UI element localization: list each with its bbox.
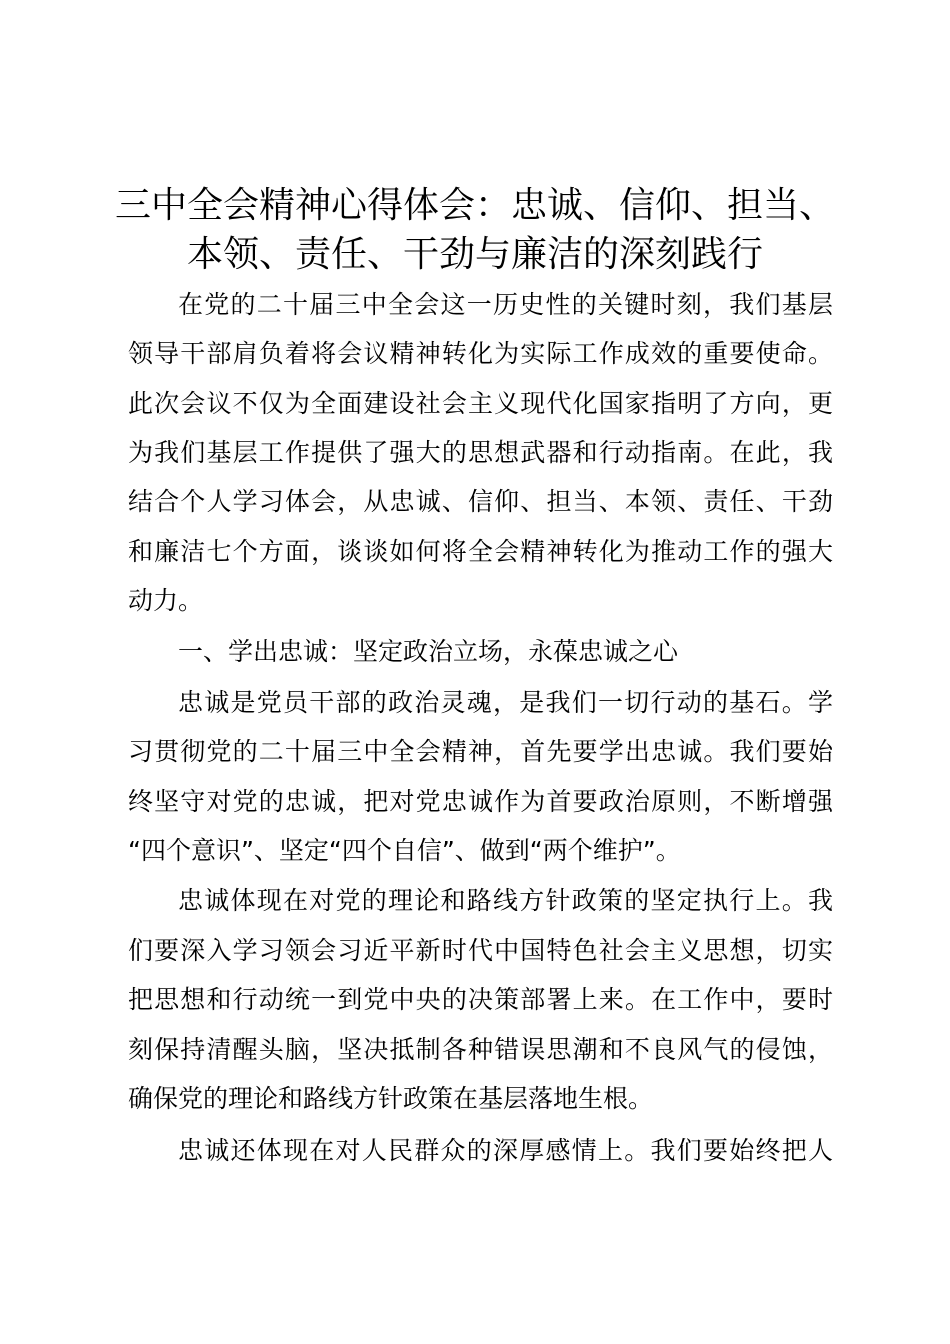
para1-line-2: 习贯彻党的二十届三中全会精神，首先要学出忠诚。我们要始: [128, 737, 833, 766]
intro-line-6: 和廉洁七个方面，谈谈如何将全会精神转化为推动工作的强大: [128, 537, 833, 566]
para2-line-4: 刻保持清醒头脑，坚决抵制各种错误思潮和不良风气的侵蚀，: [128, 1035, 833, 1064]
para1-line-4: “四个意识”、坚定“四个自信”、做到“两个维护”。: [128, 836, 681, 865]
para2-line-1: 忠诚体现在对党的理论和路线方针政策的坚定执行上。我: [178, 886, 833, 915]
document-title-line-2: 本领、责任、干劲与廉洁的深刻践行: [186, 234, 763, 275]
para1-line-1: 忠诚是党员干部的政治灵魂，是我们一切行动的基石。学: [178, 688, 833, 717]
para2-line-2: 们要深入学习领会习近平新时代中国特色社会主义思想，切实: [128, 936, 833, 965]
para2-line-5: 确保党的理论和路线方针政策在基层落地生根。: [128, 1084, 654, 1113]
para1-line-3: 终坚守对党的忠诚，把对党忠诚作为首要政治原则，不断增强: [128, 787, 833, 816]
intro-line-3: 此次会议不仅为全面建设社会主义现代化国家指明了方向，更: [128, 389, 833, 418]
para3-line-1: 忠诚还体现在对人民群众的深厚感情上。我们要始终把人: [178, 1136, 833, 1165]
document-title-line-1: 三中全会精神心得体会：忠诚、信仰、担当、: [114, 185, 835, 226]
intro-line-5: 结合个人学习体会，从忠诚、信仰、担当、本领、责任、干劲: [128, 487, 833, 516]
intro-line-1: 在党的二十届三中全会这一历史性的关键时刻，我们基层: [178, 290, 833, 319]
intro-line-4: 为我们基层工作提供了强大的思想武器和行动指南。在此，我: [128, 438, 833, 467]
intro-line-2: 领导干部肩负着将会议精神转化为实际工作成效的重要使命。: [128, 339, 833, 368]
intro-line-7: 动力。: [128, 586, 204, 615]
section-heading-1: 一、学出忠诚：坚定政治立场，永葆忠诚之心: [178, 637, 679, 666]
para2-line-3: 把思想和行动统一到党中央的决策部署上来。在工作中，要时: [128, 985, 833, 1014]
